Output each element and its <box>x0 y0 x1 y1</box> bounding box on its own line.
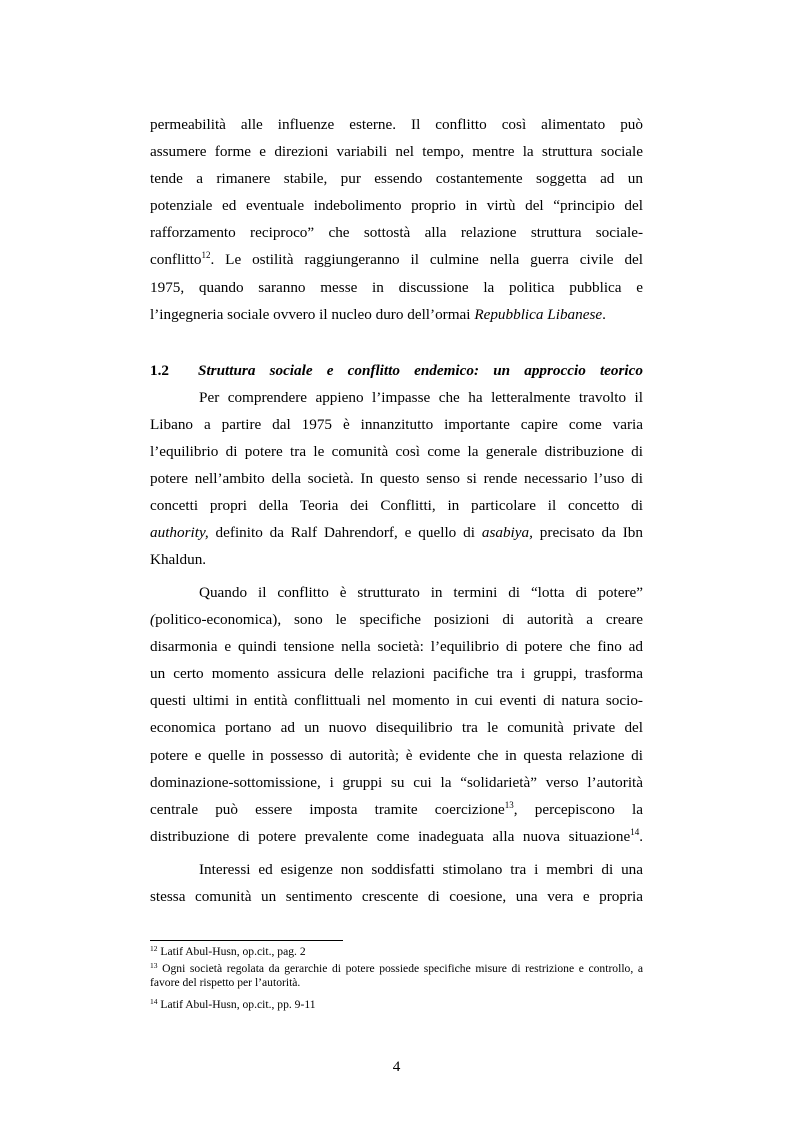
text-line: Libano a partire dal 1975 è innanzitutto importante capire come varia <box>150 416 643 433</box>
text-line: tende a rimanere stabile, pur essendo costantemente soggetta ad un <box>150 170 643 187</box>
section-number: 1.2 <box>150 362 169 379</box>
text-line <box>150 610 643 630</box>
page-number: 4 <box>392 1058 401 1075</box>
text-run: . <box>602 306 606 323</box>
text-run: politico-economica), sono le specifiche posizioni di autorità a creare <box>155 611 643 628</box>
italic-term: authority, <box>150 524 209 541</box>
footnote-text: Ogni società regolata da gerarchie di potere possiede specifiche misure di restrizione e controllo, a favore del rispetto per l’autorità. <box>150 962 643 989</box>
text-line: Interessi ed esigenze non soddisfatti stimolano tra i membri di una <box>199 861 643 878</box>
footnote <box>150 945 643 959</box>
text-line: un certo momento assicura delle relazioni pacifiche tra i gruppi, trasforma <box>150 665 643 682</box>
footnote <box>150 998 643 1012</box>
text-line: disarmonia e quindi tensione nella società: l’equilibrio di potere che fino ad <box>150 638 643 655</box>
text-run: conflitto <box>150 251 202 268</box>
footnote-ref[interactable]: 13 <box>504 800 514 810</box>
text-line: Quando il conflitto è strutturato in termini di “lotta di potere” <box>199 584 643 601</box>
text-line: questi ultimi in entità conflittuali nel momento in cui eventi di natura socio- <box>150 692 643 709</box>
footnote-ref[interactable]: 12 <box>201 250 211 260</box>
text-line: 1975, quando saranno messe in discussione la politica pubblica e <box>150 279 643 296</box>
text-run: precisato da Ibn <box>532 524 643 541</box>
footnote-ref[interactable]: 14 <box>630 827 640 837</box>
footnote-separator <box>150 940 343 941</box>
text-run: , percepiscono la <box>513 801 643 818</box>
text-run: definito da Ralf Dahrendorf, e quello di <box>208 524 482 541</box>
text-line <box>150 827 643 847</box>
footnote-number: 13 <box>150 961 158 970</box>
text-run: l’ingegneria sociale ovvero il nucleo duro dell’ormai <box>150 306 475 323</box>
text-line: potere nell’ambito della società. In questo senso si rende necessario l’uso di <box>150 470 643 487</box>
text-line: dominazione-sottomissione, i gruppi su cui la “solidarietà” verso l’autorità <box>150 774 643 791</box>
italic-term: Repubblica Libanese <box>474 306 603 323</box>
italic-paren: ( <box>150 611 156 628</box>
text-line: assumere forme e direzioni variabili nel tempo, mentre la struttura sociale <box>150 143 643 160</box>
footnote-text: Latif Abul-Husn, op.cit., pp. 9-11 <box>157 998 316 1011</box>
text-run: distribuzione di potere prevalente come inadeguata alla nuova situazione <box>150 828 631 845</box>
footnote <box>150 962 643 989</box>
text-line: rafforzamento reciproco” che sottostà alla relazione struttura sociale- <box>150 224 643 241</box>
text-line: economica portano ad un nuovo disequilibrio tra le comunità private del <box>150 719 643 736</box>
footnote-number: 14 <box>150 997 158 1006</box>
text-line: stessa comunità un sentimento crescente di coesione, una vera e propria <box>150 888 643 905</box>
text-line: potere e quelle in possesso di autorità; è evidente che in questa relazione di <box>150 747 643 764</box>
text-run: . Le ostilità raggiungeranno il culmine nella guerra civile del <box>210 251 643 268</box>
text-line: Khaldun. <box>150 551 207 568</box>
text-line <box>150 800 643 820</box>
footnote-number: 12 <box>150 944 158 953</box>
text-run: . <box>639 828 643 845</box>
italic-term: asabiya, <box>481 524 533 541</box>
text-line: l’equilibrio di potere tra le comunità così come la generale distribuzione di <box>150 443 643 460</box>
text-run: centrale può essere imposta tramite coercizione <box>150 801 505 818</box>
text-line <box>150 523 643 543</box>
footnote-text: Latif Abul-Husn, op.cit., pag. 2 <box>157 945 306 958</box>
section-title: Struttura sociale e conflitto endemico: un approccio teorico <box>198 362 643 379</box>
text-line <box>150 305 643 325</box>
text-line: Per comprendere appieno l’impasse che ha letteralmente travolto il <box>199 389 643 406</box>
text-line: concetti propri della Teoria dei Conflitti, in particolare il concetto di <box>150 497 643 514</box>
text-line: potenziale ed eventuale indebolimento proprio in virtù del “principio del <box>150 197 643 214</box>
text-line: permeabilità alle influenze esterne. Il conflitto così alimentato può <box>150 116 643 133</box>
text-line <box>150 250 643 270</box>
section-heading <box>150 361 643 381</box>
